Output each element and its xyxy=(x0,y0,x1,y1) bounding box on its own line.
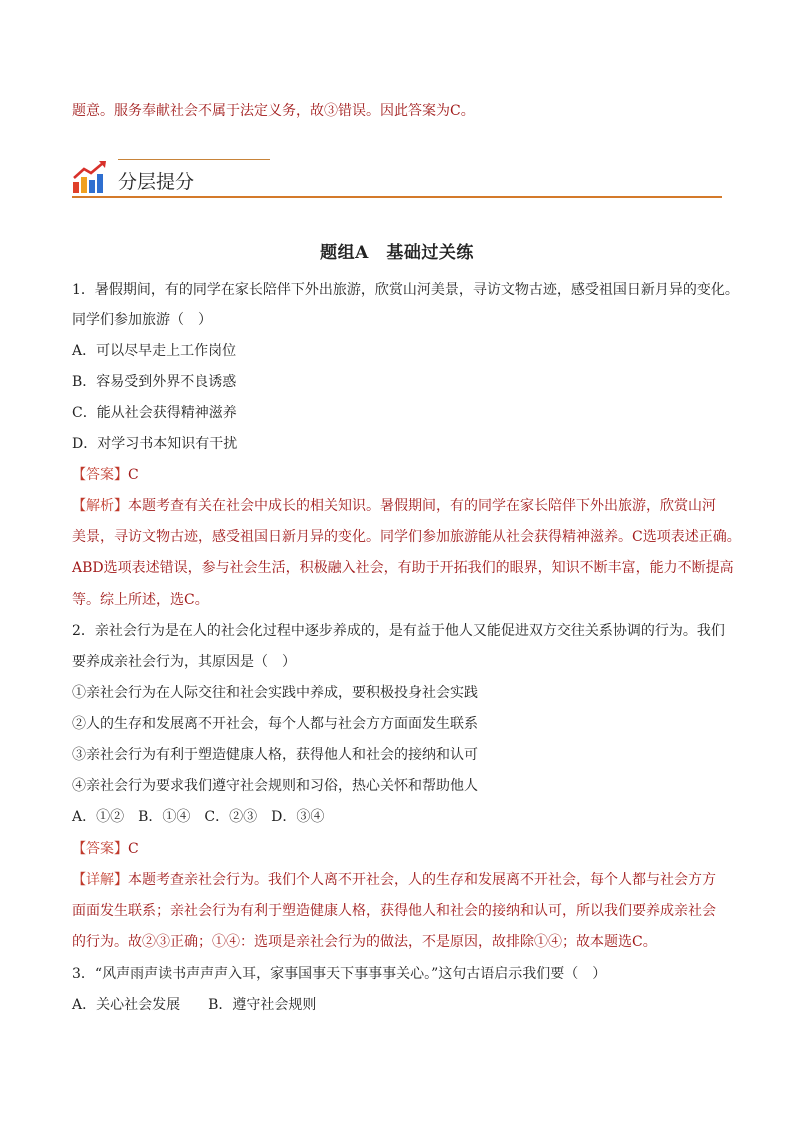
analysis-text: 本题考查有关在社会中成长的相关知识。暑假期间，有的同学在家长陪伴下外出旅游，欣赏山河 xyxy=(128,498,716,514)
question-2-detail xyxy=(72,870,716,890)
question-2-item-2: ②人的生存和发展离不开社会，每个人都与社会方方面面发生联系 xyxy=(72,716,478,732)
question-1-option-a: A．可以尽早走上工作岗位 xyxy=(72,343,237,359)
intro-text: 题意。服务奉献社会不属于法定义务，故③错误。因此答案为C。 xyxy=(72,103,475,119)
question-3-options: A．关心社会发展 B．遵守社会规则 xyxy=(72,997,317,1013)
answer-tag: 【答案】 xyxy=(72,841,128,857)
question-1-analysis-line-4: 等。综上所述，选C。 xyxy=(72,592,209,608)
answer-tag: 【答案】 xyxy=(72,467,128,483)
question-2-item-4: ④亲社会行为要求我们遵守社会规则和习俗，热心关怀和帮助他人 xyxy=(72,778,478,794)
question-2-detail-line-3: 的行为。故②③正确；①④：选项是亲社会行为的做法，不是原因，故排除①④；故本题选C。 xyxy=(72,934,657,950)
section-title: 分层提分 xyxy=(118,171,195,193)
question-2-stem: 2．亲社会行为是在人的社会化过程中逐步养成的，是有益于他人又能促进双方交往关系协调的行为。我们 xyxy=(72,623,725,639)
question-2-options: A．①② B．①④ C．②③ D．③④ xyxy=(72,809,325,825)
question-1-stem: 1．暑假期间，有的同学在家长陪伴下外出旅游，欣赏山河美景，寻访文物古迹，感受祖国日新月异的变化。 xyxy=(72,282,739,298)
question-1-option-c: C．能从社会获得精神滋养 xyxy=(72,405,237,421)
section-header xyxy=(72,156,722,200)
question-1-analysis xyxy=(72,496,716,516)
question-1-option-b: B．容易受到外界不良诱惑 xyxy=(72,374,237,390)
question-1-answer xyxy=(72,465,139,485)
question-1-analysis-line-2: 美景，寻访文物古迹，感受祖国日新月异的变化。同学们参加旅游能从社会获得精神滋养。C选项表述正确。 xyxy=(72,529,741,545)
question-2-item-3: ③亲社会行为有利于塑造健康人格，获得他人和社会的接纳和认可 xyxy=(72,747,478,763)
group-title: 题组A 基础过关练 xyxy=(320,243,474,263)
question-3-stem: 3．“风声雨声读书声声声入耳，家事国事天下事事事关心。”这句古语启示我们要（ ） xyxy=(72,966,607,982)
question-1-stem-cont: 同学们参加旅游（ ） xyxy=(72,312,212,328)
question-2-answer xyxy=(72,839,139,859)
detail-text: 本题考查亲社会行为。我们个人离不开社会，人的生存和发展离不开社会，每个人都与社会方方 xyxy=(128,872,716,888)
analysis-tag: 【解析】 xyxy=(72,498,128,514)
answer-value: C xyxy=(128,841,139,857)
answer-value: C xyxy=(128,467,139,483)
section-decor-line xyxy=(118,159,270,160)
section-divider xyxy=(72,196,722,198)
question-1-option-d: D．对学习书本知识有干扰 xyxy=(72,436,238,452)
question-2-stem-cont: 要养成亲社会行为，其原因是（ ） xyxy=(72,654,296,670)
detail-tag: 【详解】 xyxy=(72,872,128,888)
question-2-detail-line-2: 面面发生联系；亲社会行为有利于塑造健康人格，获得他人和社会的接纳和认可，所以我们要养成亲社会 xyxy=(72,903,716,919)
question-1-analysis-line-3: ABD选项表述错误，参与社会生活，积极融入社会，有助于开拓我们的眼界，知识不断丰富，能力不断提高 xyxy=(72,560,734,576)
bar-chart-icon xyxy=(72,160,108,194)
question-2-item-1: ①亲社会行为在人际交往和社会实践中养成，要积极投身社会实践 xyxy=(72,685,478,701)
